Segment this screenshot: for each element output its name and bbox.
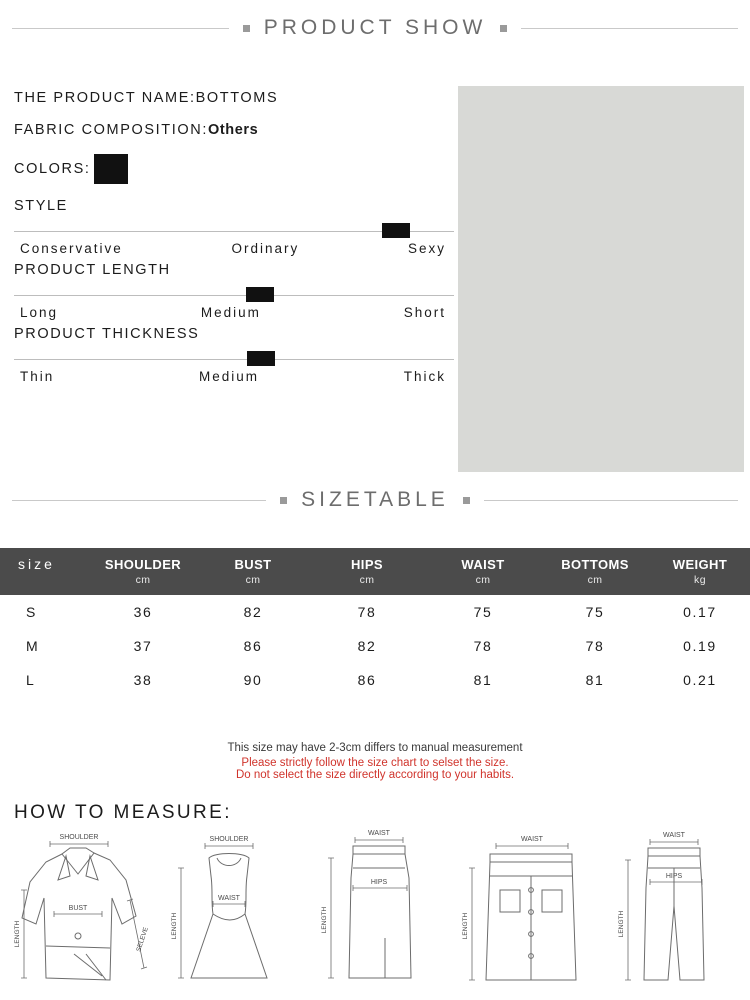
square-marker-icon — [280, 497, 287, 504]
label-length: LENGTH — [618, 910, 625, 938]
diagram-mini-skirt — [456, 828, 596, 996]
size-table — [0, 548, 750, 697]
option-sexy: Sexy — [407, 241, 446, 256]
unit-shoulder: cm — [88, 574, 198, 595]
label-waist: WAIST — [217, 895, 240, 902]
unit-weight: kg — [650, 574, 750, 595]
note-measurement-tolerance: This size may have 2-3cm differs to manual measurement — [227, 742, 523, 754]
cell-hips: 78 — [357, 604, 377, 620]
cell-bust: 82 — [243, 604, 263, 620]
header-shoulder: SHOULDER — [88, 548, 198, 574]
table-row — [0, 663, 750, 697]
option-medium: Medium — [198, 369, 259, 384]
table-row — [0, 629, 750, 663]
divider-left — [12, 28, 229, 29]
divider-left — [12, 500, 266, 501]
label-sleeve: SELEVE — [135, 926, 150, 953]
header-hips: HIPS — [308, 548, 426, 574]
scale-line — [14, 359, 454, 360]
attribute-title: STYLE — [14, 198, 68, 214]
cell-bust: 86 — [243, 638, 263, 654]
cell-bust: 90 — [243, 672, 263, 688]
fabric-line — [14, 122, 454, 138]
attribute-scale — [14, 283, 454, 303]
header-waist: WAIST — [426, 548, 540, 574]
color-swatch-black[interactable] — [94, 154, 128, 184]
square-marker-icon — [463, 497, 470, 504]
attribute-product-thickness — [14, 326, 454, 384]
label-bust: BUST — [68, 905, 88, 912]
section-title: PRODUCT SHOW — [263, 16, 487, 39]
cell-waist: 78 — [473, 638, 493, 654]
unit-size — [0, 574, 88, 595]
square-marker-icon — [243, 25, 250, 32]
scale-marker-medium — [246, 287, 274, 302]
measure-diagrams — [10, 828, 744, 996]
colors-row — [14, 154, 454, 184]
product-show-section-header — [12, 16, 738, 40]
divider-right — [484, 500, 738, 501]
cell-size: S — [26, 604, 37, 620]
cell-waist: 81 — [473, 672, 493, 688]
option-thick: Thick — [403, 369, 446, 384]
attribute-style — [14, 198, 454, 256]
cell-shoulder: 36 — [133, 604, 153, 620]
cell-waist: 75 — [473, 604, 493, 620]
unit-bust: cm — [198, 574, 308, 595]
cell-size: M — [26, 638, 39, 654]
table-header-row — [0, 548, 750, 574]
label-shoulder: SHOULDER — [209, 836, 248, 843]
product-specs — [14, 90, 454, 384]
diagram-dress — [159, 828, 299, 996]
cell-shoulder: 37 — [133, 638, 153, 654]
label-waist: WAIST — [368, 830, 390, 837]
product-photo — [458, 86, 744, 472]
fabric-label: FABRIC COMPOSITION: — [14, 122, 208, 138]
header-size: size — [0, 548, 88, 574]
diagram-pants — [604, 828, 744, 996]
unit-bottoms: cm — [540, 574, 650, 595]
divider-right — [521, 28, 738, 29]
colors-label: COLORS: — [14, 161, 91, 177]
label-length: LENGTH — [461, 912, 469, 940]
how-to-measure-title: HOW TO MEASURE: — [14, 802, 232, 823]
scale-marker-medium — [247, 351, 275, 366]
cell-bottoms: 81 — [585, 672, 605, 688]
option-short: Short — [403, 305, 446, 320]
diagram-shirt — [10, 828, 150, 996]
label-waist: WAIST — [520, 836, 543, 843]
header-bust: BUST — [198, 548, 308, 574]
cell-weight: 0.19 — [683, 638, 717, 654]
option-conservative: Conservative — [20, 241, 123, 256]
unit-waist: cm — [426, 574, 540, 595]
option-ordinary: Ordinary — [231, 241, 300, 256]
attribute-title: PRODUCT THICKNESS — [14, 326, 200, 342]
section-title: SIZETABLE — [301, 488, 449, 511]
label-hips: HIPS — [665, 873, 683, 880]
attribute-product-length — [14, 262, 454, 320]
diagram-long-skirt — [307, 828, 447, 996]
attribute-scale — [14, 347, 454, 367]
attribute-scale — [14, 219, 454, 239]
cell-bottoms: 75 — [585, 604, 605, 620]
scale-marker-sexy — [382, 223, 410, 238]
fabric-value: Others — [207, 122, 259, 138]
option-long: Long — [20, 305, 59, 320]
cell-bottoms: 78 — [585, 638, 605, 654]
label-length: LENGTH — [14, 920, 21, 948]
header-weight: WEIGHT — [650, 548, 750, 574]
cell-weight: 0.17 — [683, 604, 717, 620]
option-thin: Thin — [20, 369, 55, 384]
option-medium: Medium — [200, 305, 261, 320]
photo-background — [458, 86, 744, 472]
unit-hips: cm — [308, 574, 426, 595]
sizetable-section-header — [12, 488, 738, 512]
label-waist: WAIST — [663, 832, 685, 839]
header-bottoms: BOTTOMS — [540, 548, 650, 574]
cell-hips: 82 — [357, 638, 377, 654]
table-units-row — [0, 574, 750, 595]
label-length: LENGTH — [170, 912, 178, 940]
size-table-grid — [0, 548, 750, 697]
cell-shoulder: 38 — [133, 672, 153, 688]
scale-line — [14, 295, 454, 296]
note-follow-chart: Please strictly follow the size chart to selset the size. — [241, 757, 509, 769]
label-shoulder: SHOULDER — [59, 834, 99, 841]
table-row — [0, 595, 750, 629]
note-do-not-guess: Do not select the size directly according to your habits. — [235, 769, 515, 781]
label-length: LENGTH — [321, 906, 328, 934]
cell-weight: 0.21 — [683, 672, 717, 688]
attribute-title: PRODUCT LENGTH — [14, 262, 171, 278]
square-marker-icon — [500, 25, 507, 32]
size-notes — [0, 742, 750, 781]
product-name-line: THE PRODUCT NAME:BOTTOMS — [14, 90, 279, 106]
label-hips: HIPS — [370, 879, 388, 886]
attribute-options — [14, 241, 454, 256]
cell-size: L — [26, 672, 35, 688]
attribute-options — [14, 305, 454, 320]
attribute-options — [14, 369, 454, 384]
cell-hips: 86 — [357, 672, 377, 688]
